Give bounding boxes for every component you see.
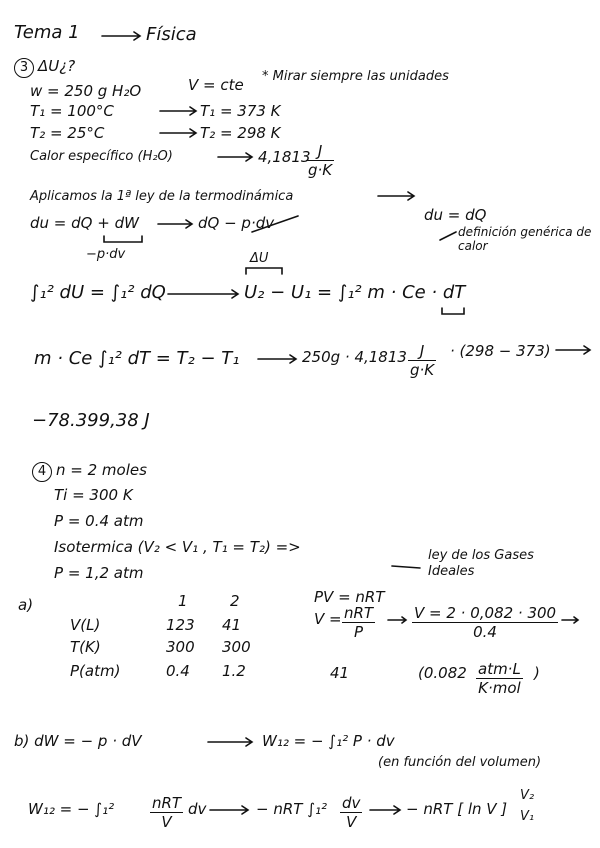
bracket-icon	[104, 236, 142, 242]
work-differential: dv	[188, 800, 207, 818]
arrow-icon	[378, 192, 414, 200]
fraction-denominator: V	[161, 813, 172, 831]
volume-fraction	[342, 604, 375, 641]
volume-calculation	[412, 604, 558, 641]
arrow-icon	[168, 290, 238, 298]
arrow-icon	[102, 32, 140, 40]
unit-denominator: g·K	[308, 161, 333, 179]
unit-numerator: atm·L	[478, 660, 521, 678]
first-law-substituted: dQ − p·dv	[198, 214, 275, 232]
arrow-icon	[562, 617, 578, 623]
specific-heat-unit-2	[408, 342, 436, 379]
bracket-icon	[246, 268, 282, 274]
work-integral-expanded: W₁₂ = − ∫₁²	[28, 800, 115, 818]
state-table	[70, 592, 290, 682]
arrow-icon	[160, 129, 196, 137]
table-cell: 41	[222, 616, 242, 634]
moles: n = 2 moles	[56, 461, 147, 479]
arrow-icon	[210, 806, 248, 814]
table-header-cell: 1	[178, 592, 188, 610]
fraction-denominator: P	[354, 623, 364, 641]
integral-substitution: 250g · 4,1813	[302, 348, 407, 366]
gas-constant: (0.082	[418, 664, 467, 682]
fraction-numerator: V = 2 · 0,082 · 300	[414, 604, 557, 622]
specific-heat-value: 4,1813	[258, 148, 311, 166]
arrow-icon	[158, 220, 192, 228]
problem-number-badge: 4	[32, 462, 52, 482]
unit-numerator: J	[408, 342, 436, 361]
arrow-icon	[392, 566, 420, 568]
unit-numerator: J	[306, 142, 334, 161]
problem-4-header	[32, 462, 147, 482]
gas-constant-unit	[476, 660, 523, 697]
fraction-denominator: 0.4	[473, 623, 497, 641]
table-cell: 300	[222, 638, 251, 656]
subject-label: Física	[146, 24, 197, 45]
specific-heat-label: Calor específico (H₂O)	[30, 149, 173, 164]
work-expression: −p·dv	[86, 247, 126, 262]
delta-u-result: −78.399,38 J	[32, 410, 150, 431]
unit-denominator: g·K	[410, 361, 435, 379]
given-mass: w = 250 g H₂O	[30, 82, 142, 100]
initial-temperature: Ti = 300 K	[54, 486, 133, 504]
volume-function-note: (en función del volumen)	[378, 755, 542, 770]
work-integral: W₁₂ = − ∫₁² P · dv	[262, 732, 395, 750]
gas-constant-close: )	[534, 664, 540, 682]
arrow-icon	[556, 346, 590, 354]
integral-result: U₂ − U₁ = ∫₁² m · Ce · dT	[244, 282, 466, 303]
first-law-statement: Aplicamos la 1ª ley de la termodinámica	[30, 189, 294, 204]
table-cell: 1.2	[222, 662, 246, 680]
work-log-result: − nRT [ ln V ]	[406, 800, 508, 818]
units-note: * Mirar siempre las unidades	[262, 69, 449, 84]
problem-3-question: ΔU¿?	[38, 57, 76, 75]
table-cell: 123	[166, 616, 195, 634]
arrow-icon	[208, 738, 252, 746]
table-cell: P(atm)	[70, 662, 121, 680]
page-title: Tema 1	[14, 22, 80, 43]
temp-2-kelvin: T₂ = 298 K	[200, 124, 281, 142]
table-cell: 0.4	[166, 662, 190, 680]
arrow-icon	[258, 355, 296, 363]
volume-result: 41	[330, 664, 350, 682]
part-a-label: a)	[18, 596, 34, 614]
heat-definition-note: definición genérica de calor	[458, 225, 592, 253]
table-cell: 300	[166, 638, 195, 656]
table-header-cell: 2	[230, 592, 240, 610]
part-b-work: b) dW = − p · dV	[14, 732, 142, 750]
temp-1-kelvin: T₁ = 373 K	[200, 102, 281, 120]
fraction-denominator: V	[346, 813, 357, 831]
temp-1: T₁ = 100°C	[30, 102, 114, 120]
arrow-icon	[218, 153, 252, 161]
problem-3-header	[14, 58, 75, 78]
isothermal-condition: Isotermica (V₂ < V₁ , T₁ = T₂) =>	[54, 538, 301, 556]
delta-u-label: ΔU	[250, 251, 269, 266]
integration-limits: V₂ V₁	[520, 788, 535, 824]
table-cell: V(L)	[70, 616, 101, 634]
arrow-icon	[388, 617, 406, 623]
arrow-icon	[370, 806, 400, 814]
first-law-equation: du = dQ + dW	[30, 214, 139, 232]
table-cell: T(K)	[70, 638, 101, 656]
work-integrand	[340, 794, 362, 831]
given-volume: V = cte	[188, 76, 244, 94]
temperature-difference: · (298 − 373)	[450, 342, 551, 360]
arrow-icon	[160, 107, 196, 115]
work-fraction	[150, 794, 183, 831]
bracket-icon	[442, 308, 464, 314]
fraction-numerator: nRT	[152, 794, 182, 812]
fraction-numerator: dv	[342, 794, 361, 812]
arrow-icon	[440, 232, 456, 240]
temp-2: T₂ = 25°C	[30, 124, 105, 142]
final-pressure: P = 1,2 atm	[54, 564, 144, 582]
problem-number-badge: 3	[14, 58, 34, 78]
volume-equation: V =	[314, 610, 342, 628]
unit-denominator: K·mol	[478, 679, 521, 697]
initial-pressure: P = 0.4 atm	[54, 512, 144, 530]
first-law-result: du = dQ	[424, 206, 487, 224]
ideal-gas-law-label: ley de los Gases Ideales	[428, 548, 534, 579]
fraction-numerator: nRT	[344, 604, 374, 622]
ideal-gas-law: PV = nRT	[314, 588, 385, 606]
integral-equation: ∫₁² dU = ∫₁² dQ	[30, 282, 166, 303]
work-integral-factored: − nRT ∫₁²	[256, 800, 328, 818]
integral-temperature: m · Ce ∫₁² dT = T₂ − T₁	[34, 348, 240, 369]
specific-heat-unit	[306, 142, 334, 179]
